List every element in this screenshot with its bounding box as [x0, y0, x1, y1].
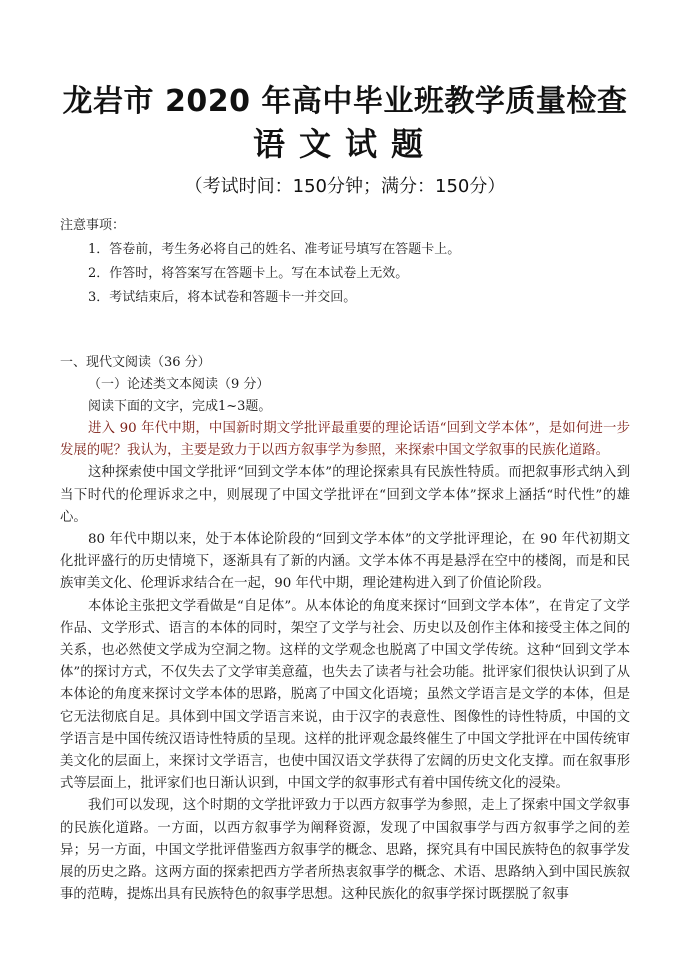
passage-paragraph: 80 年代中期以来，处于本体论阶段的“回到文学本体”的文学批评理论，在 90 年代初期文化批评盛行的历史情境下，逐渐具有了新的内涵。文学本体不再是悬浮在空中的楼阁，而是和民族审美文化、伦理诉求结合在一起，90 年代中期，理论建构进入到了价值论阶段。 [60, 532, 630, 592]
notice-item: 3．考试结束后，将本试卷和答题卡一并交回。 [88, 290, 357, 305]
notice-item: 2．作答时，将答案写在答题卡上。写在本试卷上无效。 [88, 266, 409, 281]
reading-passage [60, 418, 630, 906]
notice-block [60, 214, 630, 310]
passage-paragraph: 这种探索使中国文学批评“回到文学本体”的理论探索具有民族性特质。而把叙事形式纳入到当下时代的伦理诉求之中，则展现了中国文学批评在“回到文学本体”探求上涵括“时代性”的雄心。 [60, 465, 630, 525]
reading-instruction: 阅读下面的文字，完成1~3题。 [88, 399, 272, 414]
exam-title: 龙岩市 2020 年高中毕业班教学质量检查 [62, 84, 628, 119]
passage-paragraph: 我们可以发现，这个时期的文学批评致力于以西方叙事学为参照，走上了探索中国文学叙事的民族化道路。一方面，以西方叙事学为阐释资源，发现了中国叙事学与西方叙事学之间的差异；另一方面，中国文学批评借鉴西方叙事学的概念、思路，探究具有中国民族特色的叙事学发展的历史之路。这两方面的探索把西方学者所热衷叙事学的概念、术语、思路纳入到中国民族叙事的范畴，提炼出具有民族特色的叙事学思想。这种民族化的叙事学探讨既摆脱了叙事 [60, 798, 630, 903]
notice-item: 1．答卷前，考生务必将自己的姓名、准考证号填写在答题卡上。 [88, 242, 461, 257]
exam-duration-score: （考试时间：150分钟；满分：150分） [184, 176, 506, 197]
passage-paragraph: 本体论主张把文学看做是“自足体”。从本体论的角度来探讨“回到文学本体”，在肯定了文学作品、文学形式、语言的本体的同时，架空了文学与社会、历史以及创作主体和接受主体之间的关系，也必然使文学成为空洞之物。这样的文学观念也脱离了中国文学传统。这种“回到文学本体”的探讨方式，不仅失去了文学审美意蕴，也失去了读者与社会功能。批评家们很快认识到了从本体论的角度来探讨文学本体的思路，脱离了中国文化语境；虽然文学语言是文学的本体，但是它无法彻底自足。具体到中国文学语言来说，由于汉字的表意性、图像性的诗性特质，中国的文学语言是中国传统汉语诗性特质的呈现。这样的批评观念最终催生了中国文学批评在中国传统审美文化的层面上，来探讨文学语言，也使中国汉语文学获得了宏阔的历史文化支撑。而在叙事形式等层面上，批评家们也日渐认识到，中国文学的叙事形式有着中国传统文化的浸染。 [60, 598, 630, 792]
passage-paragraph-highlighted: 进入 90 年代中期，中国新时期文学批评最重要的理论话语“回到文学本体”，是如何进一步发展的呢？我认为，主要是致力于以西方叙事学为参照，来探索中国文学叙事的民族化道路。 [60, 421, 630, 459]
subsection-heading: （一）论述类文本阅读（9 分） [88, 377, 270, 392]
exam-subtitle: 语文试题 [252, 125, 437, 163]
section-heading: 一、现代文阅读（36 分） [60, 355, 211, 370]
notice-title: 注意事项： [60, 218, 126, 233]
